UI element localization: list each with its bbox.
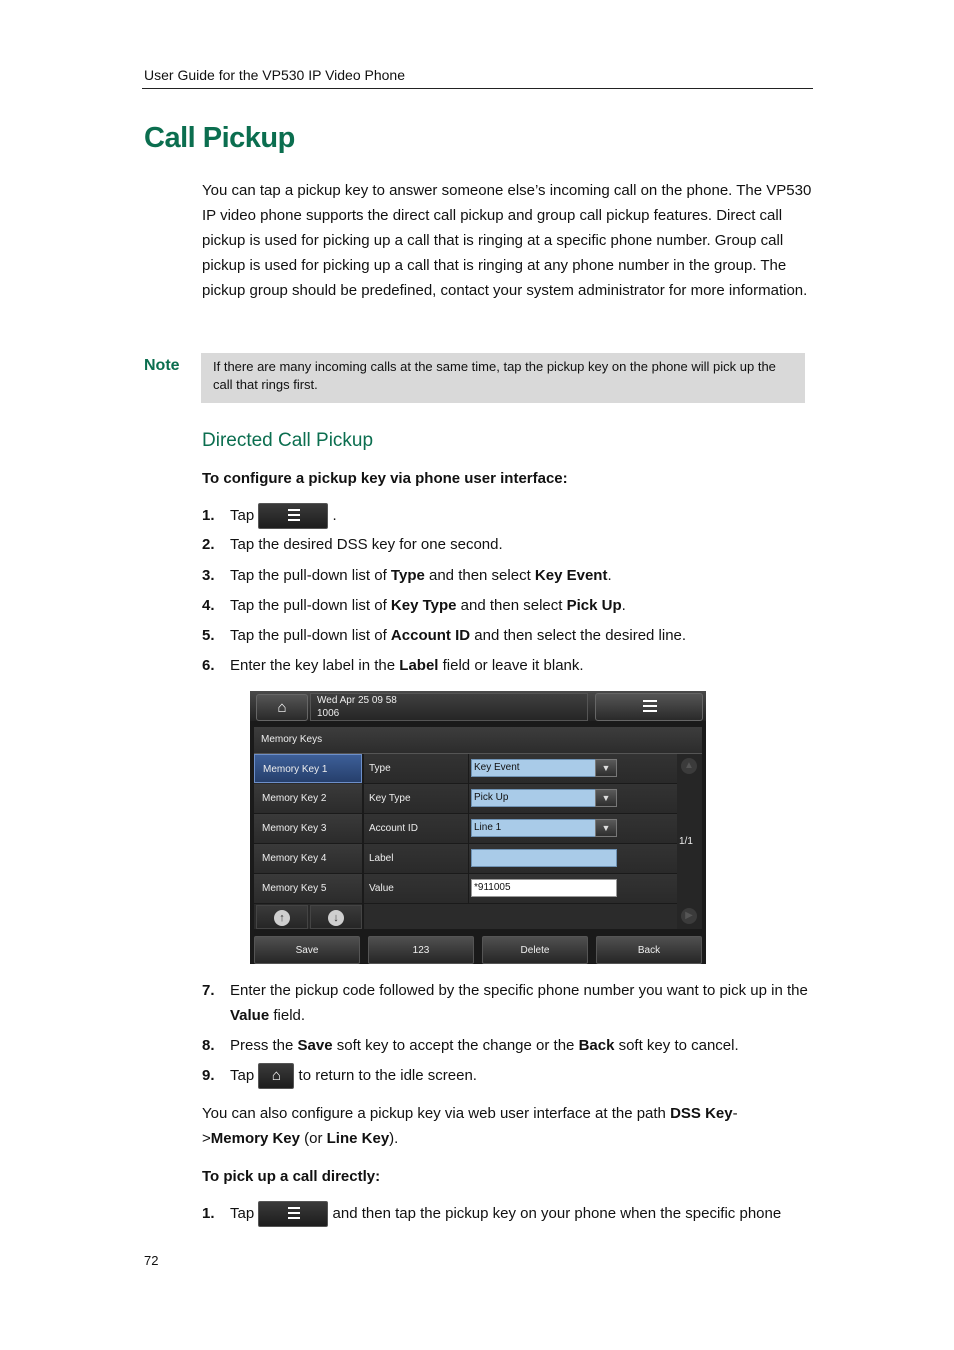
label-input[interactable]	[471, 849, 617, 867]
save-softkey[interactable]: Save	[254, 936, 360, 964]
memory-key-item[interactable]	[254, 754, 362, 783]
phone-home-button[interactable]	[256, 694, 308, 721]
running-header: User Guide for the VP530 IP Video Phone	[144, 67, 405, 83]
section-heading: Directed Call Pickup	[202, 430, 374, 451]
phone-info-panel	[310, 693, 588, 721]
step-text: soft key to cancel.	[614, 1037, 739, 1054]
type-select[interactable]: Key Event	[471, 759, 617, 777]
account-id-select[interactable]: Line 1	[471, 819, 617, 837]
memory-key-item[interactable]	[254, 844, 362, 874]
dropdown-arrow-icon[interactable]: ▼	[595, 759, 617, 777]
step-text: soft key to accept the change or the	[332, 1037, 579, 1054]
scroll-up-button[interactable]	[256, 905, 308, 929]
paragraph-text: You can also configure a pickup key via web user interface at the path	[202, 1105, 671, 1122]
delete-softkey[interactable]: Delete	[482, 936, 588, 964]
path-separator: ->	[202, 1105, 738, 1147]
step-text: Tap the desired DSS key for one second.	[230, 536, 503, 553]
step-text: Tap	[230, 507, 255, 524]
page-title: Call Pickup	[144, 122, 295, 154]
input-mode-softkey[interactable]: 123	[368, 936, 474, 964]
phone-menu-button[interactable]	[595, 693, 703, 721]
setting-label: Account ID	[369, 823, 418, 834]
menu-path-item: Memory Key	[210, 1130, 300, 1147]
softkey-name: Back	[578, 1037, 615, 1054]
step-text: and then select	[456, 597, 567, 614]
paragraph-text: ).	[389, 1130, 399, 1147]
step-text: and then select the desired line.	[470, 627, 687, 644]
phone-extension: 1006	[317, 708, 340, 719]
memory-key-label: Memory Key 1	[263, 764, 328, 775]
menu-icon	[288, 509, 300, 523]
note-box	[201, 353, 805, 403]
step-text: Enter the key label in the	[230, 657, 400, 674]
home-icon: ⌂	[271, 1067, 281, 1085]
step-number: 8.	[202, 1037, 215, 1054]
note-text: If there are many incoming calls at the same time, tap the pickup key on the phone will pick up the call that rings first.	[213, 359, 776, 392]
menu-button[interactable]	[258, 503, 328, 529]
setting-row-key-type	[364, 784, 677, 814]
section-title-text: Memory Keys	[261, 734, 323, 745]
phone-date: Wed Apr 25 09 58	[317, 695, 397, 706]
intro-paragraph: You can tap a pickup key to answer someone else’s incoming call on the phone. The VP530 IP video phone supports the direct call pickup and group call pickup features. Direct call pickup is used for picking up a call that is ringing at a specific phone number. Group call pickup is used for picking up a call that is ringing at any phone number in the group. The pickup group should be predefined, contact your system administrator for more information.	[202, 182, 812, 299]
arrow-up-icon: ↑	[274, 910, 290, 926]
memory-key-item[interactable]	[254, 784, 362, 814]
setting-row-account-id	[364, 814, 677, 844]
step-text: Tap	[230, 1067, 255, 1084]
home-button[interactable]	[258, 1063, 294, 1089]
step-7	[202, 978, 814, 1028]
setting-label: Value	[369, 883, 394, 894]
option-name: Pick Up	[566, 597, 622, 614]
phone-screenshot	[250, 691, 706, 964]
menu-button[interactable]	[258, 1201, 328, 1227]
dropdown-arrow-icon[interactable]: ▼	[595, 819, 617, 837]
step-number: 1.	[202, 1205, 215, 1222]
setting-label: Key Type	[369, 793, 411, 804]
menu-icon	[643, 700, 657, 715]
step-text: to return to the idle screen.	[298, 1067, 477, 1084]
step-text: and then select	[424, 567, 535, 584]
page-scroll	[677, 754, 702, 929]
step-text: .	[332, 507, 337, 524]
arrow-down-icon: ↓	[328, 910, 344, 926]
step-text: Tap	[230, 1205, 255, 1222]
page-down-icon[interactable]: ▶	[681, 908, 697, 924]
page-indicator: 1/1	[679, 836, 693, 847]
step-number: 9.	[202, 1067, 215, 1084]
page-number: 72	[144, 1253, 159, 1268]
procedure-title-2: To pick up a call directly:	[202, 1168, 381, 1185]
web-path-paragraph	[202, 1101, 742, 1151]
step-number: 6.	[202, 657, 215, 674]
note-label: Note	[144, 357, 180, 374]
step-number: 1.	[202, 507, 215, 524]
option-name: Key Event	[534, 567, 608, 584]
step-number: 7.	[202, 982, 215, 999]
step-text: field.	[269, 1007, 306, 1024]
step-text: Tap the pull-down list of	[230, 597, 391, 614]
softkey-name: Save	[297, 1037, 333, 1054]
scroll-down-button[interactable]	[310, 905, 362, 929]
memory-key-list	[254, 754, 362, 929]
step-text: .	[607, 567, 612, 584]
home-icon: ⌂	[277, 699, 287, 716]
memory-key-label: Memory Key 5	[262, 883, 327, 894]
back-softkey[interactable]: Back	[596, 936, 702, 964]
memory-key-label: Memory Key 3	[262, 823, 327, 834]
menu-path-item: Line Key	[326, 1130, 390, 1147]
memory-key-item[interactable]	[254, 814, 362, 844]
setting-row-type	[364, 754, 677, 784]
menu-path-item: DSS Key	[670, 1105, 733, 1122]
step-text: field or leave it blank.	[438, 657, 584, 674]
field-name: Label	[399, 657, 439, 674]
menu-icon	[288, 1207, 300, 1221]
step-text: Press the	[230, 1037, 298, 1054]
key-settings-panel	[364, 754, 677, 929]
dropdown-arrow-icon[interactable]: ▼	[595, 789, 617, 807]
field-name: Key Type	[390, 597, 457, 614]
paragraph-text: (or	[299, 1130, 327, 1147]
header-rule	[142, 88, 813, 89]
field-name: Account ID	[390, 627, 471, 644]
value-input[interactable]: *911005	[471, 879, 617, 897]
step-number: 2.	[202, 536, 215, 553]
setting-row-value	[364, 874, 677, 904]
memory-key-label: Memory Key 4	[262, 853, 327, 864]
memory-key-label: Memory Key 2	[262, 793, 327, 804]
procedure-title: To configure a pickup key via phone user interface:	[202, 470, 568, 487]
field-name: Value	[230, 1007, 270, 1024]
step-text: Tap the pull-down list of	[230, 567, 391, 584]
step-text: .	[621, 597, 626, 614]
field-name: Type	[390, 567, 425, 584]
softkey-bar	[250, 934, 706, 964]
step-number: 4.	[202, 597, 215, 614]
phone-section-title	[254, 727, 702, 754]
step-number: 3.	[202, 567, 215, 584]
setting-label: Type	[369, 763, 391, 774]
memory-key-item[interactable]	[254, 874, 362, 904]
page-up-icon[interactable]: ▲	[681, 758, 697, 774]
step-text: Enter the pickup code followed by the specific phone number you want to pick up in the	[230, 982, 808, 999]
setting-label: Label	[369, 853, 394, 864]
key-type-select[interactable]: Pick Up	[471, 789, 617, 807]
step-text: Tap the pull-down list of	[230, 627, 391, 644]
step-number: 5.	[202, 627, 215, 644]
step-text: and then tap the pickup key on your phone when the specific phone	[332, 1205, 782, 1222]
setting-row-label	[364, 844, 677, 874]
